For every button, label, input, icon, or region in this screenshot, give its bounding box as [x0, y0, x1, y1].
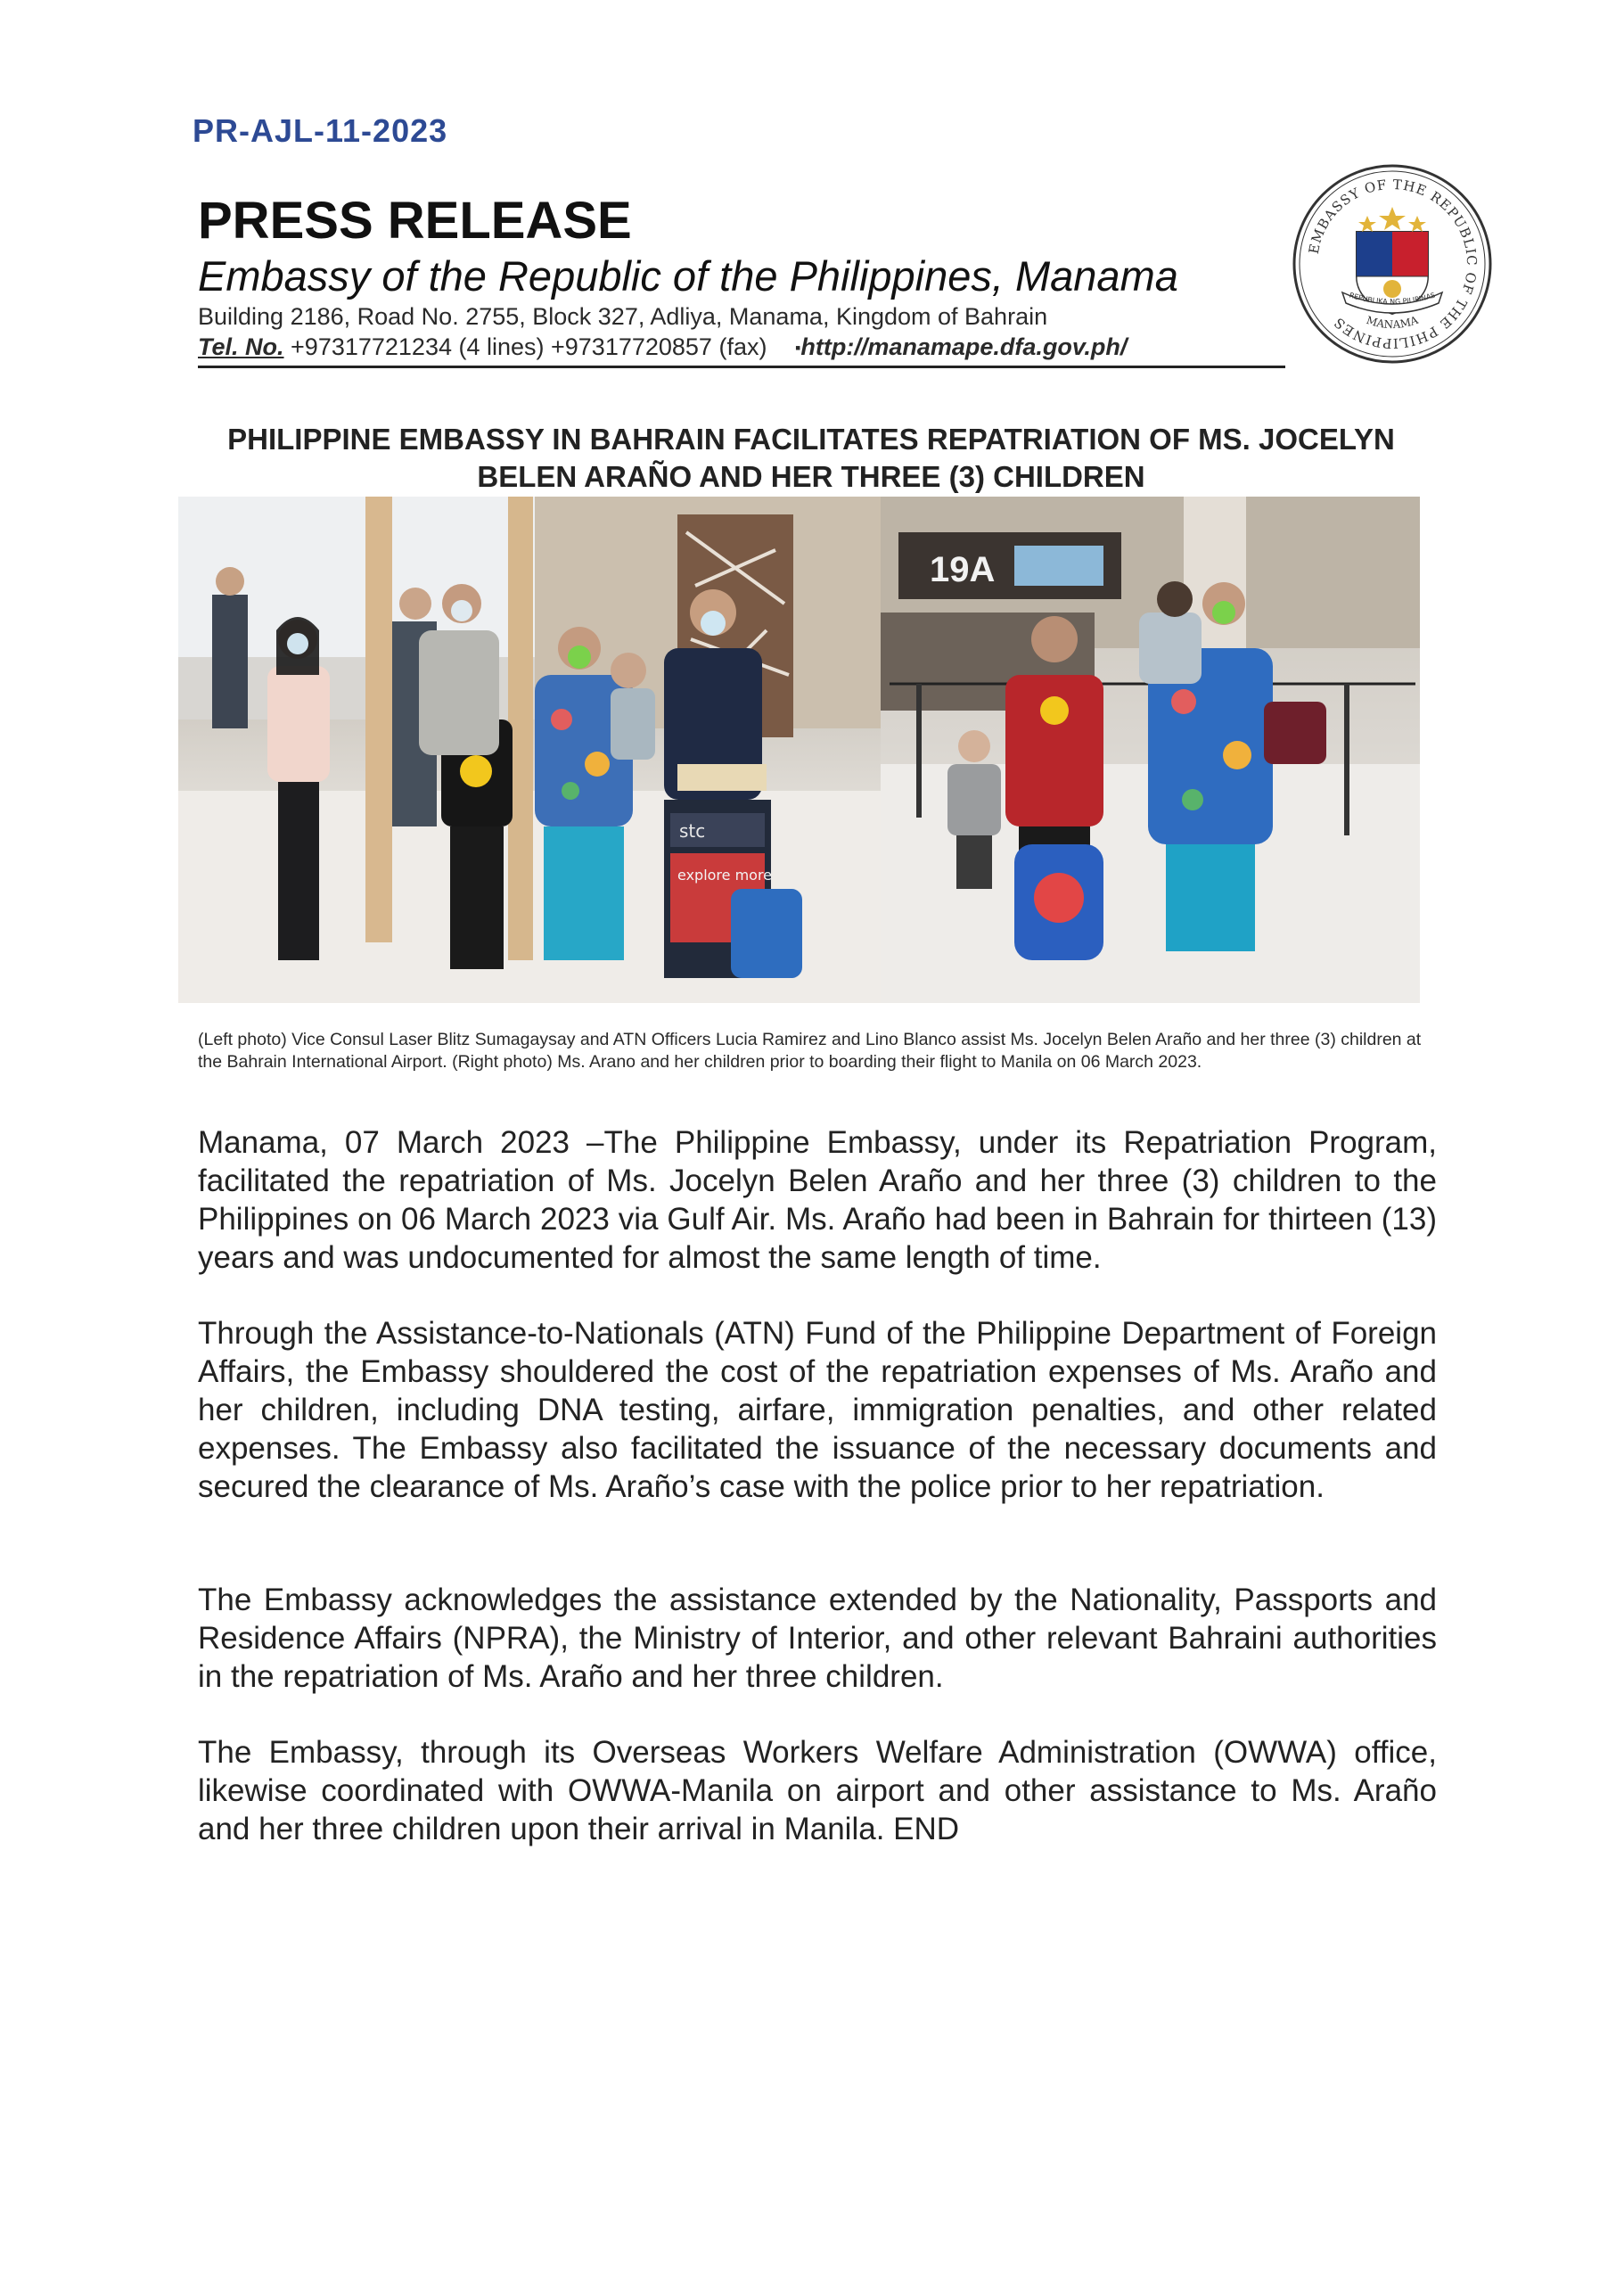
body-paragraph-1: Manama, 07 March 2023 –The Philippine Embassy, under its Repatriation Program, facilitated the repatriation of Ms. Jocelyn Belen Araño and her three (3) children to the Philippines on 06 March 2023 via Gulf Air. Ms. Araño had been in Bahrain for thirteen (13) years and was undocumented for almost the same length of time.	[198, 1125, 1437, 1275]
photo-right-boarding-gate	[881, 497, 1420, 1003]
seal-banner-text: REPUBLIKA NG PILIPINAS	[1348, 291, 1437, 307]
seal-bottom-text: MANAMA	[1365, 313, 1420, 332]
website-link[interactable]: http://manamape.dfa.gov.ph/	[800, 333, 1128, 360]
body-paragraph-3: The Embassy acknowledges the assistance extended by the Nationality, Passports and Residence Affairs (NPRA), the Ministry of Interior, and other relevant Bahraini authorities in the repatriation of Ms. Araño and her three children.	[198, 1583, 1437, 1694]
seal-ring-text: EMBASSY OF THE REPUBLIC OF THE PHILIPPINES	[1305, 176, 1480, 352]
tel-numbers: +97317721234 (4 lines) +97317720857 (fax)	[291, 333, 767, 360]
embassy-name: Embassy of the Republic of the Philippines, Manama	[198, 252, 1178, 300]
photo-left-airport-group	[178, 497, 881, 1003]
headline	[178, 421, 1444, 496]
body-paragraph-4: The Embassy, through its Overseas Workers Welfare Administration (OWWA) office, likewise coordinated with OWWA-Manila on airport and other assistance to Ms. Araño and her three children upon their arrival in Manila. END	[198, 1735, 1437, 1846]
photo-caption: (Left photo) Vice Consul Laser Blitz Sumagaysay and ATN Officers Lucia Ramirez and Lino Blanco assist Ms. Jocelyn Belen Araño and her three (3) children at the Bahrain International Airport. (Right photo) Ms. Arano and her children prior to boarding their flight to Manila on 06 March 2023.	[198, 1030, 1422, 1072]
cart-ad-text: explore more	[677, 867, 773, 884]
document-reference-code: PR-AJL-11-2023	[193, 112, 448, 149]
cart-sign-text: stc	[679, 820, 706, 842]
embassy-address: Building 2186, Road No. 2755, Block 327, Adliya, Manama, Kingdom of Bahrain	[198, 303, 1048, 330]
body-paragraph-2: Through the Assistance-to-Nationals (ATN) Fund of the Philippine Department of Foreign Affairs, the Embassy shouldered the cost of the repatriation expenses of Ms. Araño and her children, including DNA testing, airfare, immigration penalties, and other related expenses. The Embassy also facilitated the issuance of the necessary documents and secured the clearance of Ms. Araño’s case with the police prior to her repatriation.	[198, 1316, 1437, 1504]
embassy-seal-icon	[1291, 162, 1494, 366]
headline-line-2: BELEN ARAÑO AND HER THREE (3) CHILDREN	[477, 460, 1145, 493]
bullet-glyph: ▪	[794, 339, 801, 358]
header-divider	[198, 366, 1285, 368]
tel-label: Tel. No.	[198, 333, 284, 360]
contact-line	[198, 333, 1127, 361]
press-release-title: PRESS RELEASE	[198, 192, 632, 250]
gate-sign-text: 19A	[930, 550, 996, 589]
headline-line-1: PHILIPPINE EMBASSY IN BAHRAIN FACILITATES REPATRIATION OF MS. JOCELYN	[227, 423, 1395, 456]
